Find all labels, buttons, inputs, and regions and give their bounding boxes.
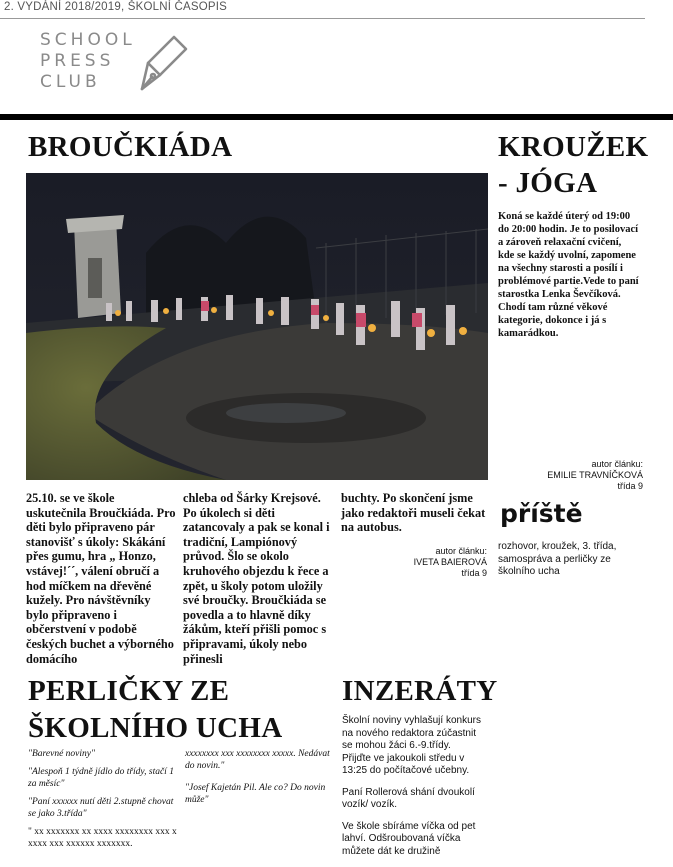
article-photo — [26, 173, 488, 480]
fountain-pen-icon — [140, 33, 190, 95]
perlicky-title-line-2: ŠKOLNÍHO UCHA — [28, 712, 283, 744]
author-label: autor článku: — [435, 546, 487, 556]
joga-body: Koná se každé úterý od 19:00 do 20:00 hodin. Je to posilovací a zároveň relaxační cvičení, kde se každý uvolní, zapomene na všechny starosti a posílí i problémové partie.Vede to paní starostka Lenka Ševčíková. Chodí tam různé věkové kategorie, dokonce i já s kamarádkou. — [498, 211, 639, 339]
perlicky-column-1 — [28, 748, 178, 856]
logo-line-3: CLUB — [40, 72, 101, 92]
quote-1: "Barevné noviny" — [28, 749, 95, 759]
inzerat-2: Paní Rollerová shání dvoukolí vozík/ vozík. — [342, 786, 475, 810]
article-title-perlicky — [28, 676, 282, 744]
quote-5: xxxxxxxx xxx xxxxxxxx xxxxx. Nedávat do novin." — [185, 749, 330, 771]
issue-line: 2. VYDÁNÍ 2018/2019, ŠKOLNÍ ČASOPIS — [4, 1, 228, 13]
author-name: IVETA BAIEROVÁ — [413, 557, 487, 567]
brouckiada-column-2: chleba od Šárky Krejsové. Po úkolech si děti zatancovaly a pak se konal i tradiční, Lampiónový průvod. Šlo se okolo kruhového objezdu k řece a zpět, u školy potom uložily své broučky. Broučkiáda se povedla a to hlavně díky žákům, kteří přišli pomoc s připravami, úkoly nebo přinesli — [183, 491, 330, 666]
perlicky-title-line-1: PERLIČKY ZE — [28, 675, 230, 707]
inzerat-1: Školní noviny vyhlašují konkurs na nového redaktora zúčastnit se mohou žáci 6.-9.třídy. Přijďte ve jakoukoli středu v 13:25 do počítačové učebny. — [342, 715, 481, 776]
article-title-brouckiada: BROUČKIÁDA — [28, 131, 233, 163]
header-rule — [0, 18, 645, 19]
quote-2: "Alespoň 1 týdně jídlo do třídy, stačí 1 za měsíc" — [28, 767, 174, 789]
joga-author — [500, 459, 643, 492]
priste-title: příště — [500, 499, 583, 528]
perlicky-column-2 — [185, 748, 335, 812]
author-name: EMILIE TRAVNÍČKOVÁ — [547, 470, 643, 480]
brouckiada-column-3: buchty. Po skončení jsme jako redaktoři museli čekat na autobus. — [341, 491, 486, 535]
brouckiada-column-1: 25.10. se ve škole uskutečnila Broučkiáda. Pro děti bylo připraveno pár stanovišť s úkoly: Skákání přes gumu, hra „ Honzo, vstávej!´´, válení obručí a hod míčkem na dřevěné kužely. Pro návštěvníky bylo připraveno i občerstvení v podobě českých buchet a výborného domácího — [26, 491, 176, 666]
inzerat-3: Ve škole sbíráme víčka od pet lahví. Odšroubovaná víčka můžete dát ke družině — [342, 820, 476, 857]
author-label: autor článku: — [591, 459, 643, 469]
brouckiada-author — [341, 546, 487, 579]
quote-4: " xx xxxxxxx xx xxxx xxxxxxxx xxx x xxxx xxx xxxxxx xxxxxxx. — [28, 827, 177, 849]
inzeraty-body — [342, 715, 482, 867]
article-title-inzeraty: INZERÁTY — [342, 675, 498, 707]
author-class: třída 9 — [461, 568, 487, 578]
quote-3: "Paní xxxxxx nutí děti 2.stupně chovat se jako 3.třída" — [28, 797, 174, 819]
priste-body: rozhovor, kroužek, 3. třída, samospráva a perličky ze školního ucha — [498, 541, 617, 577]
quote-6: "Josef Kajetán Pil. Ale co? Do novin může" — [185, 783, 326, 805]
joga-title-line-1: KROUŽEK — [498, 131, 649, 163]
joga-title-line-2: - JÓGA — [498, 167, 598, 199]
logo-line-2: PRESS — [40, 51, 115, 71]
article-title-joga — [498, 132, 648, 199]
masthead-bar — [0, 114, 673, 120]
author-class: třída 9 — [617, 481, 643, 491]
lantern-procession-photo — [26, 173, 488, 480]
logo-line-1: SCHOOL — [40, 30, 136, 50]
